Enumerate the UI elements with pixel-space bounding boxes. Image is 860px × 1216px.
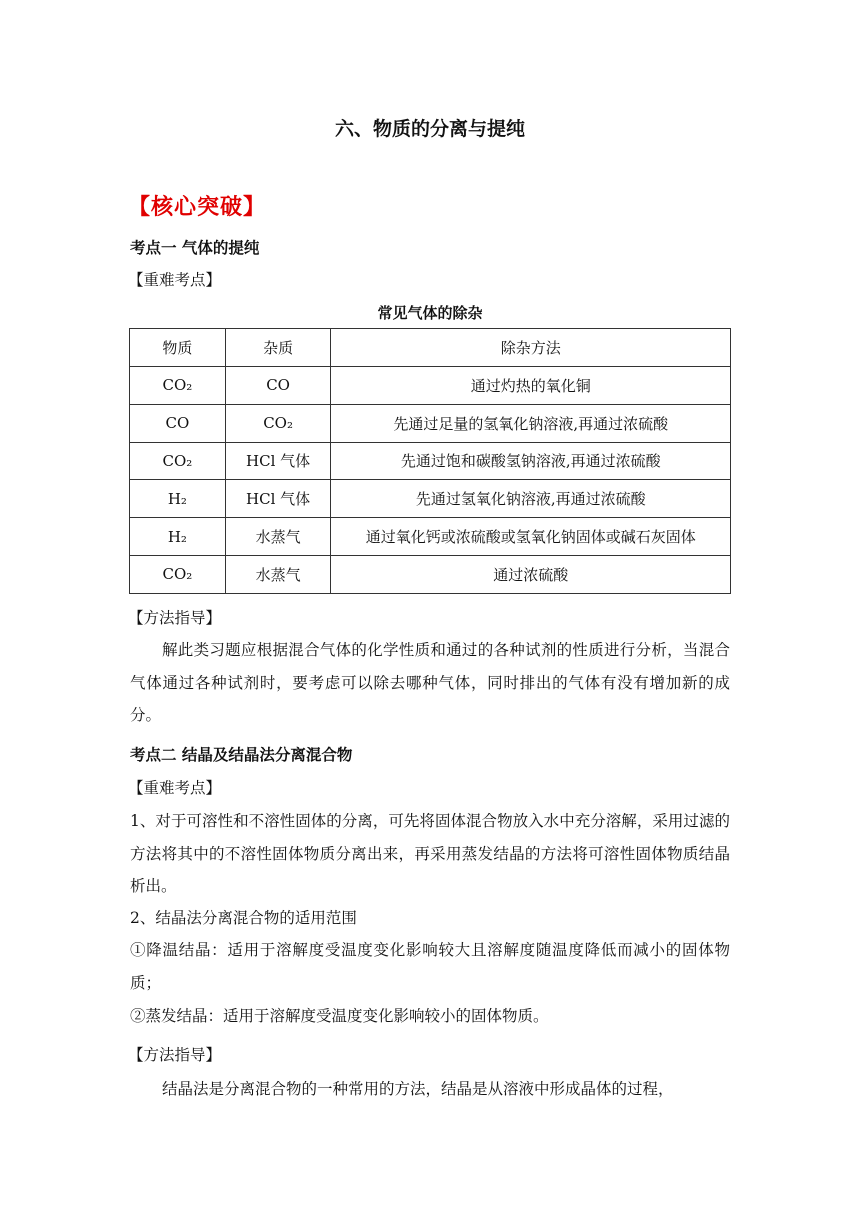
cell-method: 先通过氢氧化钠溶液,再通过浓硫酸 (331, 480, 731, 518)
cell-substance: H₂ (130, 480, 226, 518)
table-row (130, 518, 731, 556)
cell-substance: CO₂ (130, 555, 226, 593)
cell-impurity: HCl 气体 (225, 442, 331, 480)
table-row (130, 555, 731, 593)
table-caption: 常见气体的除杂 (377, 304, 483, 322)
header-method: 除杂方法 (331, 329, 731, 367)
table-header-row (130, 329, 731, 367)
section2-method-tag: 【方法指导】 (128, 1046, 222, 1064)
section1-method-tag: 【方法指导】 (128, 609, 222, 627)
table-row (130, 367, 731, 405)
cell-method: 通过氧化钙或浓硫酸或氢氧化钠固体或碱石灰固体 (331, 518, 731, 556)
cell-method: 先通过足量的氢氧化钠溶液,再通过浓硫酸 (331, 404, 731, 442)
cell-method: 通过灼热的氧化铜 (331, 367, 731, 405)
section2-point-3: ①降温结晶：适用于溶解度受温度变化影响较大且溶解度随温度降低而减小的固体物质； (130, 941, 730, 992)
section1-method-text: 解此类习题应根据混合气体的化学性质和通过的各种试剂的性质进行分析，当混合气体通过各种试剂时，要考虑可以除去哪种气体，同时排出的气体有没有增加新的成分。 (130, 641, 730, 724)
section2-point-2: 2、结晶法分离混合物的适用范围 (130, 909, 357, 927)
cell-impurity: CO₂ (225, 404, 331, 442)
cell-impurity: 水蒸气 (225, 555, 331, 593)
cell-method: 先通过饱和碳酸氢钠溶液,再通过浓硫酸 (331, 442, 731, 480)
page-title: 六、物质的分离与提纯 (334, 118, 525, 140)
table-row (130, 442, 731, 480)
header-substance: 物质 (130, 329, 226, 367)
gas-purification-table (129, 328, 731, 594)
section2-heading: 考点二 结晶及结晶法分离混合物 (130, 746, 353, 764)
cell-substance: CO (130, 404, 226, 442)
table-row (130, 480, 731, 518)
header-impurity: 杂质 (225, 329, 331, 367)
section2-key-points-tag: 【重难考点】 (128, 779, 222, 797)
core-breakthrough-banner: 【核心突破】 (128, 195, 267, 220)
cell-method: 通过浓硫酸 (331, 555, 731, 593)
cell-substance: H₂ (130, 518, 226, 556)
cell-impurity: 水蒸气 (225, 518, 331, 556)
section2-point-1: 1、对于可溶性和不溶性固体的分离，可先将固体混合物放入水中充分溶解，采用过滤的方法将其中的不溶性固体物质分离出来，再采用蒸发结晶的方法将可溶性固体物质结晶析出。 (130, 812, 730, 895)
cell-impurity: HCl 气体 (225, 480, 331, 518)
section2-method-text: 结晶法是分离混合物的一种常用的方法，结晶是从溶液中形成晶体的过程， (162, 1080, 674, 1098)
section2-point-4: ②蒸发结晶：适用于溶解度受温度变化影响较小的固体物质。 (130, 1007, 549, 1025)
cell-substance: CO₂ (130, 442, 226, 480)
cell-substance: CO₂ (130, 367, 226, 405)
cell-impurity: CO (225, 367, 331, 405)
section1-key-points-tag: 【重难考点】 (128, 271, 222, 289)
section1-heading: 考点一 气体的提纯 (130, 239, 260, 257)
table-row (130, 404, 731, 442)
